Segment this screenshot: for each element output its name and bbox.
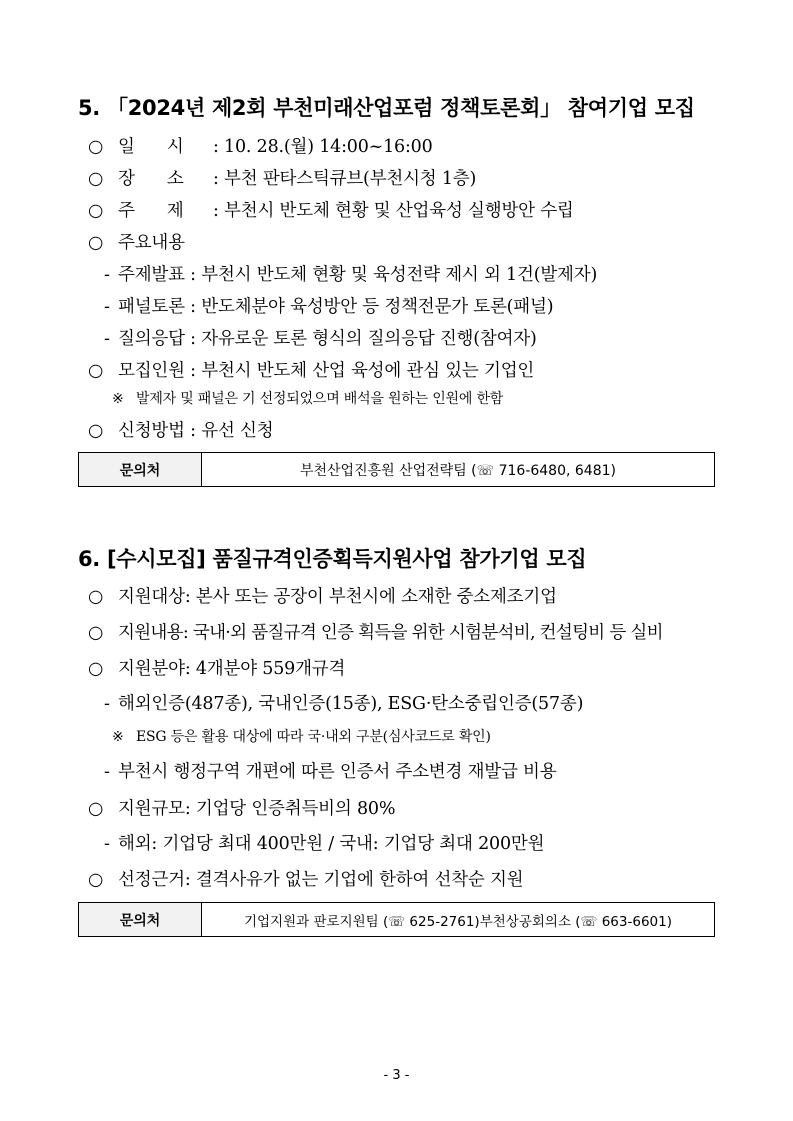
s6-contact-box	[78, 902, 715, 937]
s5-content-item	[104, 293, 553, 318]
section5-title: 5. 「2024년 제2회 부천미래산업포럼 정책토론회」 참여기업 모집	[78, 96, 695, 120]
place-value: : 부천 판타스틱큐브(부천시청 1층)	[213, 169, 477, 189]
bullet-circle: ○	[88, 169, 104, 189]
contact-label: 문의처	[79, 903, 202, 936]
section6-title: 6. [수시모집] 품질규격인증획득지원사업 참가기업 모집	[78, 547, 587, 571]
bullet-circle: ○	[88, 421, 104, 441]
s5-recruit-note	[112, 388, 503, 408]
reference-mark: ※	[112, 729, 124, 745]
basis-text: 선정근거: 결격사유가 없는 기업에 한하여 선착순 지원	[118, 870, 524, 890]
s6-field-line	[88, 655, 345, 680]
place-label: 장 소	[118, 169, 184, 189]
s6-field-sub	[104, 758, 556, 783]
s6-content-line	[88, 619, 663, 644]
s5-content-item	[104, 325, 537, 350]
content-text: 질의응답 : 자유로운 토론 형식의 질의응답 진행(참여자)	[118, 329, 537, 349]
bullet-circle: ○	[88, 623, 103, 643]
contact-label: 문의처	[79, 453, 202, 486]
s5-recruit-line	[88, 357, 534, 382]
note-text: ESG 등은 활용 대상에 따라 국·내외 구분(심사코드로 확인)	[136, 729, 491, 745]
s5-place-line	[88, 165, 476, 190]
s5-content-item	[104, 261, 597, 286]
dash: -	[104, 329, 110, 349]
dash: -	[104, 265, 110, 285]
s5-date-line	[88, 133, 433, 158]
bullet-circle: ○	[88, 799, 104, 819]
s5-apply-line	[88, 417, 273, 442]
contact-value: 부천산업진흥원 산업전략팀 (☏ 716-6480, 6481)	[299, 462, 616, 479]
content-text: 지원내용: 국내·외 품질규격 인증 획득을 위한 시험분석비, 컨설팅비 등 실비	[118, 623, 663, 643]
bullet-circle: ○	[88, 361, 104, 381]
s6-target-line	[88, 583, 557, 608]
date-value: : 10. 28.(월) 14:00~16:00	[213, 137, 433, 157]
bullet-circle: ○	[88, 870, 104, 890]
scale-sub-text: 해외: 기업당 최대 400만원 / 국내: 기업당 최대 200만원	[118, 834, 545, 854]
dash: -	[104, 834, 110, 854]
bullet-circle: ○	[88, 233, 104, 253]
dash: -	[104, 297, 110, 317]
recruit-text: 모집인원 : 부천시 반도체 산업 육성에 관심 있는 기업인	[118, 361, 535, 381]
s6-field-note	[112, 726, 491, 746]
target-text: 지원대상: 본사 또는 공장이 부천시에 소재한 중소제조기업	[118, 587, 557, 607]
bullet-circle: ○	[88, 201, 104, 221]
theme-value: : 부천시 반도체 현황 및 산업육성 실행방안 수립	[213, 201, 574, 221]
theme-label: 주 제	[118, 201, 184, 221]
field-sub-text: 해외인증(487종), 국내인증(15종), ESG·탄소중립인증(57종)	[118, 694, 584, 714]
content-text: 패널토론 : 반도체분야 육성방안 등 정책전문가 토론(패널)	[118, 297, 554, 317]
s6-scale-line	[88, 795, 395, 820]
apply-text: 신청방법 : 유선 신청	[118, 421, 274, 441]
s6-field-sub	[104, 690, 583, 715]
contents-label: 주요내용	[118, 233, 185, 253]
dash: -	[104, 694, 110, 714]
bullet-circle: ○	[88, 659, 104, 679]
bullet-circle: ○	[88, 587, 104, 607]
s5-theme-line	[88, 197, 574, 222]
contact-value: 기업지원과 판로지원팀 (☏ 625-2761)부천상공회의소 (☏ 663-6601)	[244, 913, 672, 930]
dash: -	[104, 762, 110, 782]
field-sub-text: 부천시 행정구역 개편에 따른 인증서 주소변경 재발급 비용	[118, 762, 557, 782]
content-text: 주제발표 : 부천시 반도체 현황 및 육성전략 제시 외 1건(발제자)	[118, 265, 598, 285]
reference-mark: ※	[112, 391, 124, 407]
field-text: 지원분야: 4개분야 559개규격	[118, 659, 346, 679]
s6-scale-sub	[104, 830, 544, 855]
s6-basis-line	[88, 866, 523, 891]
scale-text: 지원규모: 기업당 인증취득비의 80%	[118, 799, 396, 819]
note-text: 발제자 및 패널은 기 선정되었으며 배석을 원하는 인원에 한함	[136, 391, 504, 407]
s5-contact-box	[78, 452, 715, 487]
page-number: - 3 -	[383, 1068, 410, 1083]
date-label: 일 시	[118, 137, 184, 157]
bullet-circle: ○	[88, 137, 104, 157]
s5-contents-line	[88, 229, 185, 254]
